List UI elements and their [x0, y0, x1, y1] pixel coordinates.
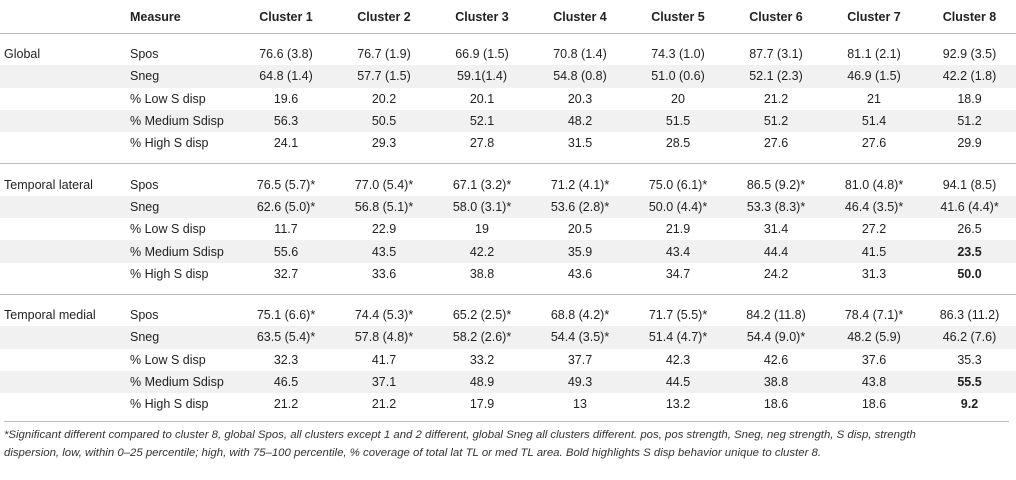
table-row [0, 196, 1016, 218]
cell: 19 [475, 222, 489, 237]
cell: 75.1 (6.6)* [256, 308, 316, 323]
cell: 33.6 [371, 266, 397, 281]
cell: 71.2 (4.1)* [550, 177, 610, 192]
cell: 46.4 (3.5)* [825, 196, 923, 218]
cell: 41.7 [371, 352, 397, 367]
cell: 32.7 [273, 266, 299, 281]
table-row [0, 240, 1016, 262]
cell: 21.2 [371, 397, 397, 412]
cell: 42.2 [433, 240, 531, 262]
cell: 43.6 [567, 266, 593, 281]
cell: 48.2 [531, 110, 629, 132]
cell: 76.5 (5.7)* [256, 177, 316, 192]
cell-highlight: 23.5 [923, 240, 1016, 262]
cell: 43.4 [629, 240, 727, 262]
cell: 84.2 (11.8) [746, 308, 806, 323]
table-row [0, 304, 1016, 326]
cell: 42.2 (1.8) [923, 65, 1016, 87]
cell: 86.3 (11.2) [939, 308, 1000, 323]
cell-highlight: 55.5 [923, 371, 1016, 393]
header-cluster-6: Cluster 6 [749, 9, 803, 24]
measure-label: Sneg [117, 65, 237, 87]
cell: 42.3 [665, 352, 691, 367]
table-row [0, 263, 1016, 285]
cell: 20 [671, 91, 685, 106]
cell: 44.4 [727, 240, 825, 262]
cell: 51.2 [727, 110, 825, 132]
cell: 24.1 [273, 136, 299, 151]
measure-label: % Medium Sdisp [117, 371, 237, 393]
measure-label: % High S disp [130, 266, 209, 281]
cell: 52.1 [433, 110, 531, 132]
header-measure: Measure [130, 9, 181, 24]
cell: 63.5 (5.4)* [237, 326, 335, 348]
header-cluster-8: Cluster 8 [942, 9, 997, 24]
cell: 51.2 [923, 110, 1016, 132]
cell: 21.9 [665, 222, 691, 237]
group-label: Global [4, 47, 41, 62]
table-row [0, 371, 1016, 393]
cell: 18.6 [763, 397, 789, 412]
header-cluster-5: Cluster 5 [651, 9, 705, 24]
cell: 38.8 [469, 266, 495, 281]
cell: 21 [867, 91, 881, 106]
cell: 94.1 (8.5) [942, 177, 997, 192]
cell: 71.7 (5.5)* [648, 308, 708, 323]
table-row [0, 88, 1016, 110]
cell: 81.1 (2.1) [847, 47, 901, 62]
cell: 43.5 [335, 240, 433, 262]
cell: 32.3 [273, 352, 299, 367]
measure-label: % Low S disp [130, 222, 206, 237]
cell: 18.9 [957, 91, 982, 106]
table-row [0, 349, 1016, 371]
cell: 42.6 [763, 352, 789, 367]
cell: 20.3 [567, 91, 593, 106]
cell: 59.1(1.4) [433, 65, 531, 87]
measure-label: % Low S disp [130, 91, 206, 106]
cell: 54.4 (3.5)* [531, 326, 629, 348]
cell: 27.2 [861, 222, 887, 237]
table-row [0, 173, 1016, 195]
measure-label: % Low S disp [130, 352, 206, 367]
measure-label: Spos [130, 47, 159, 62]
cell: 51.4 (4.7)* [629, 326, 727, 348]
cell: 51.5 [629, 110, 727, 132]
cell: 13.2 [665, 397, 691, 412]
group-label: Temporal lateral [4, 177, 93, 192]
cell: 46.2 (7.6) [923, 326, 1016, 348]
cell-highlight: 50.0 [957, 266, 982, 281]
cell: 35.9 [531, 240, 629, 262]
cell: 67.1 (3.2)* [452, 177, 512, 192]
cell: 37.1 [335, 371, 433, 393]
header-cluster-1: Cluster 1 [259, 9, 313, 24]
cell: 75.0 (6.1)* [648, 177, 708, 192]
cell: 37.7 [567, 352, 593, 367]
table-footnote [4, 421, 1009, 462]
cell: 29.9 [957, 136, 982, 151]
table-row [0, 65, 1016, 87]
cell: 22.9 [371, 222, 397, 237]
cell: 51.0 (0.6) [629, 65, 727, 87]
cell: 26.5 [957, 222, 982, 237]
cell: 53.6 (2.8)* [531, 196, 629, 218]
cell: 64.8 (1.4) [237, 65, 335, 87]
group-label: Temporal medial [4, 308, 96, 323]
measure-label: % Medium Sdisp [117, 110, 237, 132]
cell: 21.2 [763, 91, 789, 106]
cell: 81.0 (4.8)* [844, 177, 904, 192]
cell: 58.0 (3.1)* [433, 196, 531, 218]
measure-label: Sneg [117, 196, 237, 218]
footnote-line-1: *Significant different compared to cluster 8, global Spos, all clusters except 1 and 2 different, global Sneg all clusters different. pos, pos strength, Sneg, neg strength, S disp, strength [4, 429, 916, 441]
cell: 62.6 (5.0)* [237, 196, 335, 218]
table-body [0, 34, 1016, 416]
table-row [0, 393, 1016, 415]
cell: 27.8 [469, 136, 495, 151]
cell: 86.5 (9.2)* [746, 177, 806, 192]
cell: 31.5 [567, 136, 593, 151]
cell: 66.9 (1.5) [455, 47, 509, 62]
header-cluster-4: Cluster 4 [553, 9, 607, 24]
cell: 48.9 [433, 371, 531, 393]
cell: 53.3 (8.3)* [727, 196, 825, 218]
cell: 37.6 [861, 352, 887, 367]
cell: 34.7 [665, 266, 691, 281]
cell: 31.3 [861, 266, 887, 281]
cell: 65.2 (2.5)* [452, 308, 512, 323]
cell: 35.3 [957, 352, 982, 367]
cell: 20.1 [469, 91, 495, 106]
cell: 24.2 [763, 266, 789, 281]
cell: 49.3 [531, 371, 629, 393]
cell: 13 [573, 397, 587, 412]
cell: 21.2 [273, 397, 299, 412]
cell: 54.8 (0.8) [531, 65, 629, 87]
table-row [0, 326, 1016, 348]
cell: 44.5 [629, 371, 727, 393]
cell: 18.6 [861, 397, 887, 412]
cell: 27.6 [763, 136, 789, 151]
cell: 76.6 (3.8) [259, 47, 313, 62]
measure-label: % High S disp [130, 397, 209, 412]
cell: 56.3 [237, 110, 335, 132]
cell: 87.7 (3.1) [749, 47, 803, 62]
cell: 19.6 [273, 91, 299, 106]
measure-label: % Medium Sdisp [117, 240, 237, 262]
cell-highlight: 9.2 [960, 397, 979, 412]
cell: 55.6 [237, 240, 335, 262]
cell: 77.0 (5.4)* [354, 177, 414, 192]
cell: 68.8 (4.2)* [550, 308, 610, 323]
cell: 43.8 [825, 371, 923, 393]
cell: 41.6 (4.4)* [923, 196, 1016, 218]
cell: 33.2 [469, 352, 495, 367]
cell: 46.5 [237, 371, 335, 393]
cell: 17.9 [469, 397, 495, 412]
measure-label: Spos [130, 177, 159, 192]
cell: 92.9 (3.5) [942, 47, 997, 62]
cell: 50.0 (4.4)* [629, 196, 727, 218]
cell: 31.4 [763, 222, 789, 237]
cell: 51.4 [825, 110, 923, 132]
cell: 41.5 [825, 240, 923, 262]
cell: 28.5 [665, 136, 691, 151]
cell: 74.4 (5.3)* [354, 308, 414, 323]
cell: 58.2 (2.6)* [433, 326, 531, 348]
cell: 46.9 (1.5) [825, 65, 923, 87]
table-row [0, 132, 1016, 154]
measure-label: Sneg [117, 326, 237, 348]
header-cluster-3: Cluster 3 [455, 9, 509, 24]
cell: 54.4 (9.0)* [727, 326, 825, 348]
table-row [0, 110, 1016, 132]
cell: 57.7 (1.5) [335, 65, 433, 87]
cell: 11.7 [274, 222, 298, 237]
cell: 29.3 [371, 136, 397, 151]
header-cluster-7: Cluster 7 [847, 9, 901, 24]
cell: 20.5 [567, 222, 593, 237]
table-row [0, 218, 1016, 240]
cell: 70.8 (1.4) [553, 47, 607, 62]
cell: 56.8 (5.1)* [335, 196, 433, 218]
header-cluster-2: Cluster 2 [357, 9, 411, 24]
cell: 78.4 (7.1)* [844, 308, 904, 323]
cell: 27.6 [861, 136, 887, 151]
header-cell [0, 0, 117, 34]
measure-label: Spos [130, 308, 159, 323]
cell: 57.8 (4.8)* [335, 326, 433, 348]
header-row [0, 0, 1016, 34]
cell: 48.2 (5.9) [825, 326, 923, 348]
cell: 52.1 (2.3) [727, 65, 825, 87]
footnote-line-2: dispersion, low, within 0–25 percentile; high, with 75–100 percentile, % coverage of total lat TL or med TL area. Bold highlights S disp behavior unique to cluster 8. [4, 446, 822, 459]
cell: 38.8 [727, 371, 825, 393]
cell: 50.5 [335, 110, 433, 132]
cell: 76.7 (1.9) [357, 47, 411, 62]
measure-label: % High S disp [130, 136, 209, 151]
table-row [0, 43, 1016, 65]
cell: 20.2 [371, 91, 397, 106]
cell: 74.3 (1.0) [651, 47, 705, 62]
